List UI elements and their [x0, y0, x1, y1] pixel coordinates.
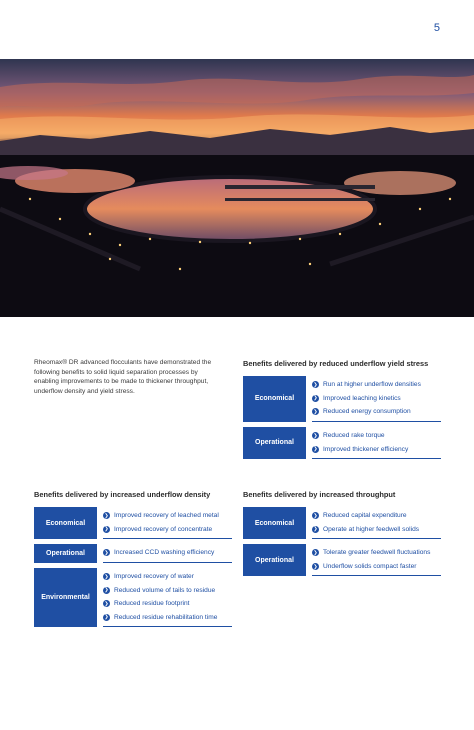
page-number: 5 — [433, 22, 440, 34]
benefit-group-economical — [243, 507, 441, 539]
chevron-right-icon: ❯ — [104, 549, 109, 556]
chevron-right-icon: ❯ — [104, 587, 109, 594]
benefit-item-text: Increased CCD washing efficiency — [114, 549, 215, 557]
benefit-item — [312, 429, 441, 443]
benefit-item — [103, 509, 232, 523]
benefit-item-text: Reduced energy consumption — [323, 408, 411, 416]
intro-paragraph: Rheomax® DR advanced flocculants have demonstrated the following benefits to solid liquid separation processes by enabling improvements to be made to thickener throughput, underflow density and yield stress. — [34, 359, 212, 395]
yield-stress-section — [243, 359, 441, 464]
section-heading: Benefits delivered by increased throughput — [243, 490, 396, 499]
benefit-item — [312, 509, 441, 523]
chevron-right-icon: ❯ — [313, 446, 318, 453]
section-heading: Benefits delivered by reduced underflow yield stress — [243, 359, 429, 368]
throughput-section — [243, 490, 441, 581]
benefit-item-text: Improved thickener efficiency — [323, 445, 409, 453]
benefit-item — [103, 546, 232, 560]
section-heading: Benefits delivered by increased underflow density — [34, 490, 211, 499]
chevron-right-icon: ❯ — [104, 614, 109, 621]
benefit-group-operational — [243, 427, 441, 459]
benefit-category-label: Operational — [243, 544, 306, 576]
benefit-item — [103, 583, 232, 597]
benefit-category-label: Economical — [34, 507, 97, 539]
benefit-item-text: Run at higher underflow densities — [323, 381, 421, 389]
benefit-list — [103, 544, 232, 563]
benefit-item — [103, 611, 232, 625]
benefit-item-text: Reduced residue footprint — [114, 600, 190, 608]
benefit-category-label: Economical — [243, 507, 306, 539]
chevron-right-icon: ❯ — [313, 395, 318, 402]
benefit-group-operational — [34, 544, 232, 563]
benefit-list — [103, 568, 232, 627]
benefit-group-environmental — [34, 568, 232, 627]
chevron-right-icon: ❯ — [313, 381, 318, 388]
benefit-category-label: Operational — [243, 427, 306, 459]
chevron-right-icon: ❯ — [104, 573, 109, 580]
benefit-item — [103, 570, 232, 584]
benefit-list — [103, 507, 232, 539]
benefit-item-text: Operate at higher feedwell solids — [323, 525, 420, 533]
benefit-category-label: Operational — [34, 544, 97, 563]
benefit-item-text: Reduced capital expenditure — [323, 512, 407, 520]
benefit-item-text: Reduced residue rehabilitation time — [114, 613, 218, 621]
benefit-item-text: Improved recovery of water — [114, 573, 194, 581]
benefit-item-text: Underflow solids compact faster — [323, 563, 417, 571]
density-section — [34, 490, 232, 632]
chevron-right-icon: ❯ — [313, 432, 318, 439]
benefit-item-text: Reduced volume of tails to residue — [114, 586, 216, 594]
benefit-category-label: Environmental — [34, 568, 97, 627]
chevron-right-icon: ❯ — [104, 526, 109, 533]
benefit-list — [312, 376, 441, 422]
benefit-item — [312, 378, 441, 392]
benefit-item — [312, 560, 441, 574]
benefit-item — [312, 405, 441, 419]
chevron-right-icon: ❯ — [313, 563, 318, 570]
benefit-item-text: Tolerate greater feedwell fluctuations — [323, 549, 431, 557]
benefit-item-text: Improved recovery of concentrate — [114, 525, 213, 533]
benefit-category-label: Economical — [243, 376, 306, 422]
benefit-group-economical — [243, 376, 441, 422]
benefit-item — [103, 597, 232, 611]
hero-photo — [0, 59, 474, 317]
chevron-right-icon: ❯ — [313, 526, 318, 533]
benefit-item-text: Improved recovery of leached metal — [114, 512, 219, 520]
benefit-group-operational — [243, 544, 441, 576]
chevron-right-icon: ❯ — [313, 549, 318, 556]
benefit-item — [312, 523, 441, 537]
benefit-item-text: Improved leaching kinetics — [323, 394, 401, 402]
benefit-list — [312, 507, 441, 539]
chevron-right-icon: ❯ — [313, 408, 318, 415]
benefit-item — [312, 546, 441, 560]
benefit-group-economical — [34, 507, 232, 539]
benefit-item-text: Reduced rake torque — [323, 432, 385, 440]
benefit-item — [312, 442, 441, 456]
chevron-right-icon: ❯ — [313, 512, 318, 519]
benefit-list — [312, 427, 441, 459]
thickener-sunset-image — [0, 59, 474, 317]
benefit-item — [312, 392, 441, 406]
benefit-item — [103, 523, 232, 537]
benefit-list — [312, 544, 441, 576]
chevron-right-icon: ❯ — [104, 512, 109, 519]
chevron-right-icon: ❯ — [104, 600, 109, 607]
